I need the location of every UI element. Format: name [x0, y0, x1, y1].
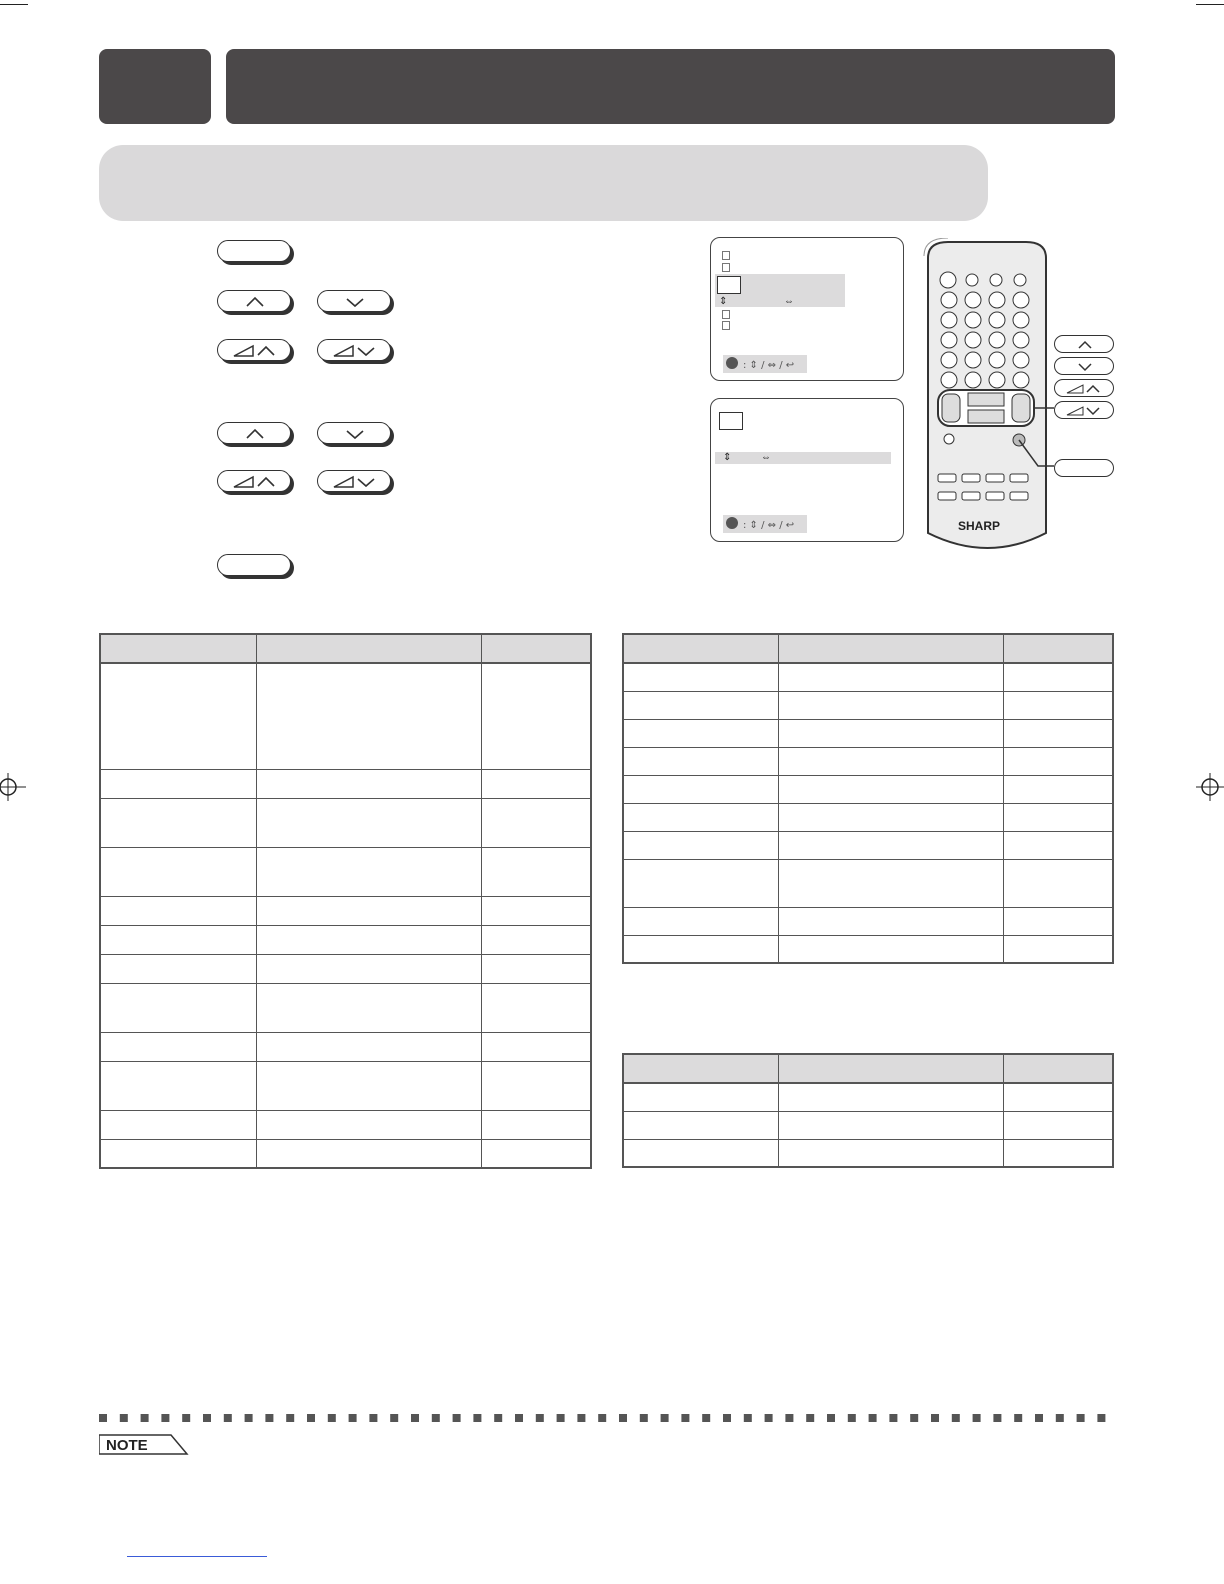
table-row: [100, 983, 591, 1032]
volume-up-button[interactable]: [217, 339, 291, 361]
separator-dot: [390, 1414, 398, 1422]
table-row: [100, 847, 591, 896]
separator-dot: [952, 1414, 960, 1422]
separator-dot: [785, 1414, 793, 1422]
separator-dot: [515, 1414, 523, 1422]
svg-text:: ⇕ / ⇔ / ↩: : ⇕ / ⇔ / ↩: [743, 360, 795, 371]
volume-down-icon: [318, 340, 392, 362]
separator-dot: [369, 1414, 377, 1422]
feature-icon: [717, 276, 741, 294]
separator-dot: [993, 1414, 1001, 1422]
separator-dot: [806, 1414, 814, 1422]
sound-icon: [722, 263, 730, 272]
menu-button[interactable]: [217, 240, 291, 262]
channel-down-button[interactable]: [317, 290, 391, 312]
table-row: [100, 954, 591, 983]
crop-mark: [0, 4, 28, 5]
section-number-tab: [99, 49, 211, 124]
feature-icon: [719, 412, 743, 430]
separator-dot: [661, 1414, 669, 1422]
updown-arrow-icon: ⇕: [723, 452, 732, 463]
settings-table-left: [99, 633, 592, 1169]
menu-button-2[interactable]: [217, 554, 291, 576]
separator-dot: [1097, 1414, 1105, 1422]
separator-dot: [910, 1414, 918, 1422]
separator-dot: [203, 1414, 211, 1422]
dotted-separator: [99, 1413, 1115, 1423]
separator-dot: [453, 1414, 461, 1422]
nav-hint-bar: [723, 515, 807, 533]
settings-table-right: [622, 633, 1114, 964]
separator-dot: [889, 1414, 897, 1422]
table-row: [100, 769, 591, 798]
chevron-up-icon: [218, 291, 292, 313]
table-row: [100, 1139, 591, 1168]
picture-icon: [722, 251, 730, 260]
channel-up-button-2[interactable]: [217, 422, 291, 444]
volume-up-callout: [1054, 379, 1114, 397]
table-row: [623, 803, 1113, 831]
brand-logo: SHARP: [958, 519, 1001, 533]
separator-dot: [827, 1414, 835, 1422]
separator-dot: [1077, 1414, 1085, 1422]
separator-dot: [577, 1414, 585, 1422]
channel-down-callout: [1054, 357, 1114, 375]
remote-control: [918, 238, 1118, 560]
separator-dot: [973, 1414, 981, 1422]
table-row: [100, 1110, 591, 1139]
separator-dot: [120, 1414, 128, 1422]
note-label: [99, 1434, 189, 1456]
separator-dot: [765, 1414, 773, 1422]
separator-dot: [702, 1414, 710, 1422]
volume-up-icon: [218, 471, 292, 493]
separator-dot: [411, 1414, 419, 1422]
table-row: [100, 663, 591, 769]
table-header-row: [623, 634, 1113, 663]
leftright-arrow-icon: ⇔: [784, 296, 794, 307]
crop-mark: [1196, 4, 1224, 5]
separator-dot: [328, 1414, 336, 1422]
volume-down-callout: [1054, 401, 1114, 419]
separator-dot: [224, 1414, 232, 1422]
table-header-row: [100, 634, 591, 663]
separator-dot: [1056, 1414, 1064, 1422]
separator-dot: [536, 1414, 544, 1422]
separator-dot: [182, 1414, 190, 1422]
channel-up-callout: [1054, 335, 1114, 353]
chevron-up-icon: [218, 423, 292, 445]
chevron-down-icon: [318, 291, 392, 313]
footer-link-line: [127, 1556, 267, 1557]
separator-dot: [141, 1414, 149, 1422]
separator-dot: [744, 1414, 752, 1422]
separator-dot: [848, 1414, 856, 1422]
table-row: [623, 831, 1113, 859]
separator-dot: [286, 1414, 294, 1422]
table-row: [623, 859, 1113, 907]
table-header-row: [623, 1054, 1113, 1083]
svg-text:: ⇕ / ⇔ / ↩: : ⇕ / ⇔ / ↩: [743, 520, 795, 531]
table-row: [623, 907, 1113, 935]
separator-dot: [245, 1414, 253, 1422]
settings-table-right-2: [622, 1053, 1114, 1168]
selected-menu-row: [715, 452, 891, 464]
separator-dot: [473, 1414, 481, 1422]
table-row: [100, 798, 591, 847]
table-row: [623, 747, 1113, 775]
joystick-icon: [723, 515, 807, 533]
setup-icon: [722, 310, 730, 319]
svg-text:NOTE: NOTE: [106, 1437, 148, 1454]
leftright-arrow-icon: ⇔: [761, 452, 771, 463]
channel-up-button[interactable]: [217, 290, 291, 312]
separator-dot: [494, 1414, 502, 1422]
table-row: [623, 935, 1113, 963]
volume-up-icon: [218, 340, 292, 362]
page-title-bar: [226, 49, 1115, 124]
table-row: [623, 719, 1113, 747]
menu-screen-2: [710, 398, 904, 542]
separator-dot: [349, 1414, 357, 1422]
separator-dot: [265, 1414, 273, 1422]
separator-dot: [681, 1414, 689, 1422]
table-row: [623, 1111, 1113, 1139]
volume-up-button-2[interactable]: [217, 470, 291, 492]
table-row: [623, 775, 1113, 803]
volume-down-button-2[interactable]: [317, 470, 391, 492]
menu-screen-1: [710, 237, 904, 381]
separator-dot: [432, 1414, 440, 1422]
chevron-down-icon: [318, 423, 392, 445]
separator-dot: [869, 1414, 877, 1422]
separator-dot: [598, 1414, 606, 1422]
separator-dot: [557, 1414, 565, 1422]
registration-mark-right: [1194, 770, 1224, 804]
table-row: [100, 1061, 591, 1110]
joystick-icon: [723, 355, 807, 373]
separator-dot: [1014, 1414, 1022, 1422]
timer-icon: [722, 321, 730, 330]
separator-dot: [161, 1414, 169, 1422]
menu-callout: [1054, 459, 1114, 477]
separator-dot: [1035, 1414, 1043, 1422]
separator-dot: [640, 1414, 648, 1422]
separator-dot: [931, 1414, 939, 1422]
registration-mark-left: [0, 770, 30, 804]
separator-dot: [619, 1414, 627, 1422]
channel-down-button-2[interactable]: [317, 422, 391, 444]
table-row: [623, 663, 1113, 691]
table-row: [100, 1032, 591, 1061]
separator-dot: [723, 1414, 731, 1422]
power-button: [940, 272, 956, 288]
volume-down-icon: [318, 471, 392, 493]
table-row: [623, 1083, 1113, 1111]
subtitle-bar: [99, 145, 988, 221]
table-row: [623, 691, 1113, 719]
nav-hint-bar: [723, 355, 807, 373]
table-row: [100, 925, 591, 954]
updown-arrow-icon: ⇕: [719, 296, 728, 307]
volume-down-button[interactable]: [317, 339, 391, 361]
separator-dot: [99, 1414, 107, 1422]
separator-dot: [307, 1414, 315, 1422]
table-row: [623, 1139, 1113, 1167]
table-row: [100, 896, 591, 925]
